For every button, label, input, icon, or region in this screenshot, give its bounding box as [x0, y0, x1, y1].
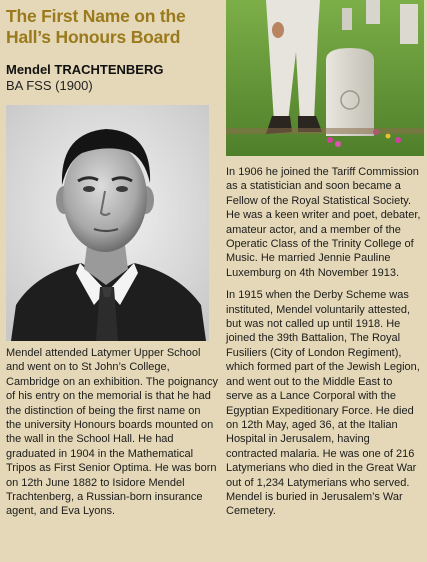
grave-photo-illustration [226, 0, 424, 156]
right-paragraph-1: In 1906 he joined the Tariff Commission as a statistician and soon became a Fellow of the Royal Statistical Society. He was a keen writer and poet, debater, amateur actor, and a member of the Operatic Class of the Trinity College of Music. He married Jennie Pauline Luxemburg on 4th November 1913. [226, 166, 421, 279]
portrait-illustration [6, 105, 209, 341]
article-heading: The First Name on the Hall’s Honours Board [6, 6, 186, 47]
left-paragraph [6, 346, 218, 519]
right-column [226, 165, 422, 527]
person-name: Mendel TRACHTENBERG [6, 62, 164, 77]
left-paragraph-text: Mendel attended Latymer Upper School and went on to St John’s College, Cambridge on an exhibition. The poignancy of his entry on the memorial is that he had the distinction of being the first name on the university Honours boards mounted on the wall in the School Hall. He had graduated in 1904 in the Mathematical Tripos as First Senior Optima. He was born on 12th June 1882 to Isidore Mendel Trachtenberg, a Russian-born insurance agent, and Eva Lyons. [6, 347, 218, 518]
portrait-photo [6, 105, 209, 341]
person-degree: BA FSS (1900) [6, 78, 93, 93]
right-paragraph-2: In 1915 when the Derby Scheme was instituted, Mendel voluntarily attested, but was not called up until 1918. He joined the 39th Battalion, The Royal Fusiliers (City of London Regiment), which formed part of the Jewish Legion, and went out to the Middle East to serve as a Lance Corporal with the Egyptian Expeditionary Force. He died on 12th May, aged 36, at the Italian Hospital in Jerusalem, having contracted malaria. He was one of 216 Latymerians who died in the Great War out of 1,234 Latymerians who served. Mendel is buried in Jerusalem’s War Cemetery. [226, 289, 420, 518]
war-grave-photo [226, 0, 424, 156]
